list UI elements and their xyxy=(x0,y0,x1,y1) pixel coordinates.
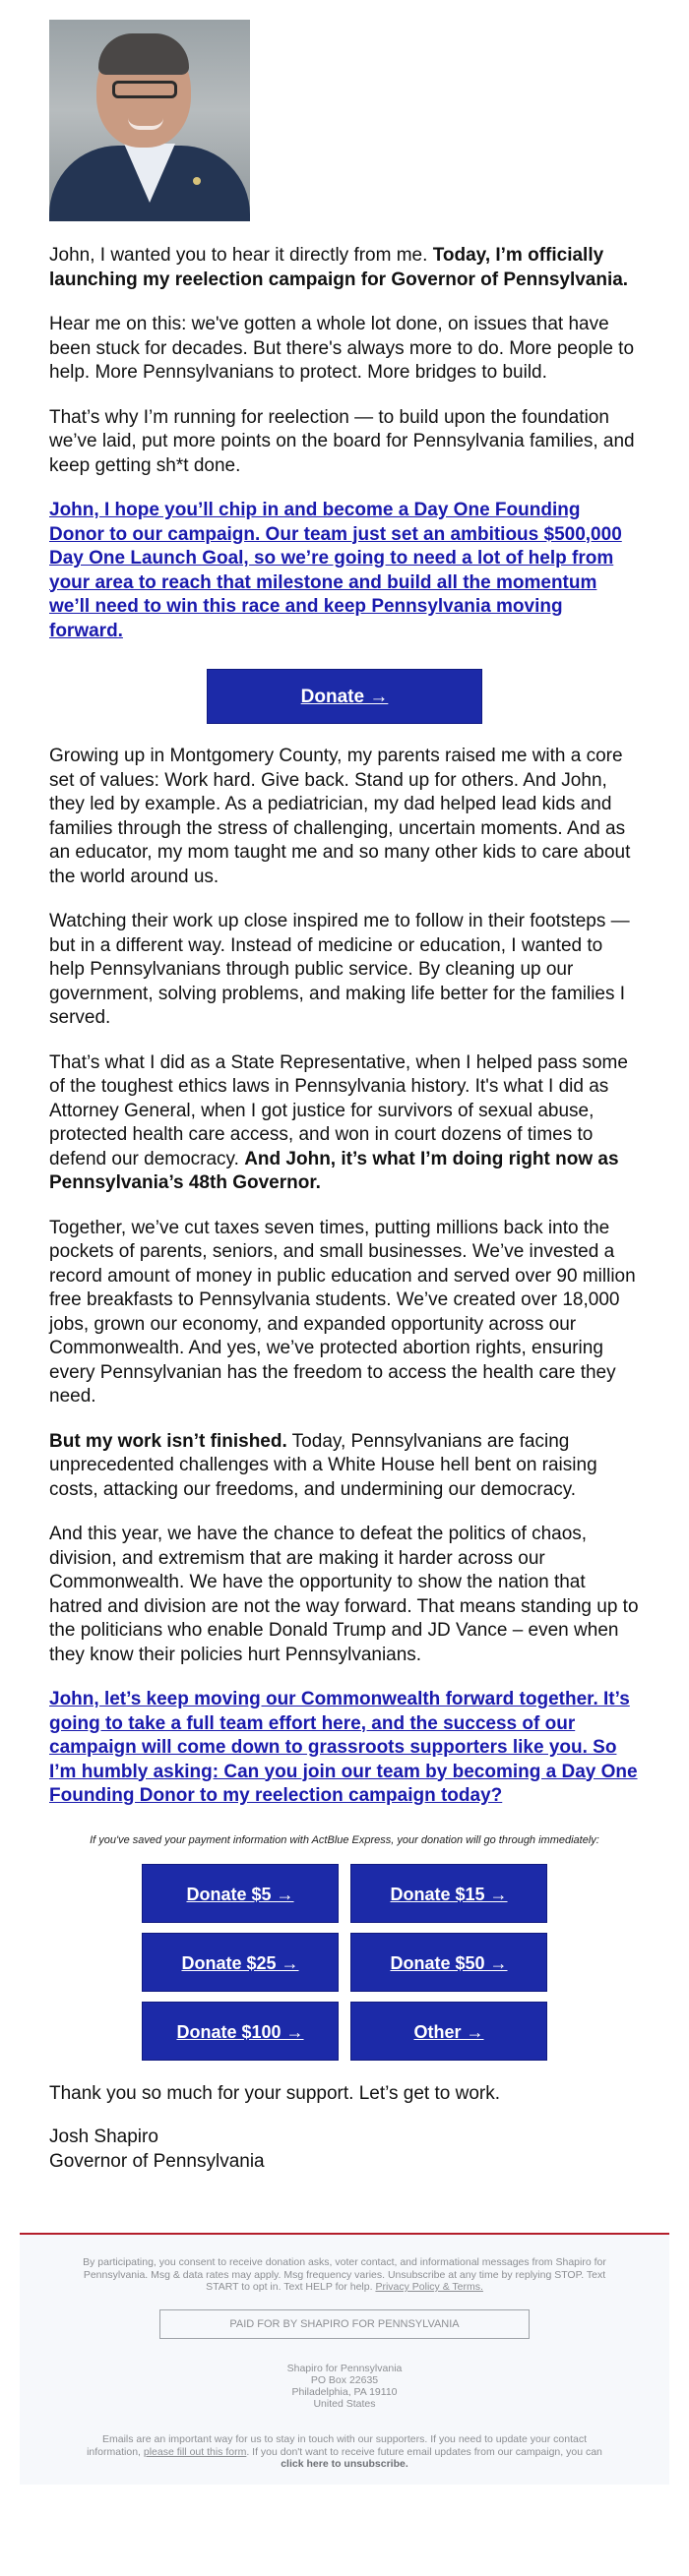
intro-text: John, I wanted you to hear it directly from me. xyxy=(49,245,433,266)
founding-donor-link[interactable]: John, I hope you’ll chip in and become a Day One Founding Donor to our campaign. Our team just set an ambitious $500,000 Day One Launch Goal, so we’re going to need a lot of help from your area to reach that milestone and build all the momentum we’ll need to win this race and keep Pennsylvania moving forward. xyxy=(49,500,622,641)
candidate-photo xyxy=(49,20,250,221)
email-note-text: Emails are an important way for us to stay in touch with our supporters. If you need to update your contact information, xyxy=(87,2433,587,2458)
address-line: Philadelphia, PA 19110 xyxy=(291,2386,398,2398)
together-paragraph: Together, we’ve cut taxes seven times, putting millions back into the pockets of parents, seniors, and small businesses. We’ve invested a record amount of money in public education and served over 90 million free breakfasts to Pennsylvania students. We’ve created over 18,000 jobs, grown our economy, and expanded opportunity across our Commonwealth. And yes, we’ve protected abortion rights, ensuring every Pennsylvanian has the freedom to access the health care they need. xyxy=(49,1217,636,1407)
actblue-note: If you've saved your payment information with ActBlue Express, your donation will go through immediately: xyxy=(90,1833,599,1846)
donate-button[interactable]: Donate → xyxy=(207,669,482,724)
state-rep-text: That’s what I did as a State Representative, when I helped pass some of the toughest ethics laws in Pennsylvania history. It's what I did as Attorney General, when I got justice for survivors of sexual abuse, protected health care access, and won in court dozens of times to defend our democracy. xyxy=(49,1051,628,1169)
this-year-paragraph: And this year, we have the chance to defeat the politics of chaos, division, and extremism that are making it harder across our Commonwealth. We have the opportunity to show the nation that hatred and division are not the way forward. That means standing up to the politicians who enable Donald Trump and JD Vance – even when they know their policies hurt Pennsylvanians. xyxy=(49,1524,639,1665)
donate-15-button[interactable]: Donate $15 → xyxy=(350,1864,547,1923)
work-bold: But my work isn’t finished. xyxy=(49,1430,287,1452)
privacy-policy-link[interactable]: Privacy Policy & Terms. xyxy=(375,2281,483,2293)
founding-donor-link-paragraph xyxy=(49,499,640,643)
donate-grid xyxy=(142,1864,547,2061)
signature-title: Governor of Pennsylvania xyxy=(49,2150,265,2172)
donate-25-button[interactable]: Donate $25 → xyxy=(142,1933,339,1992)
state-rep-bold: And John, it’s what I’m doing right now as Pennsylvania’s 48th Governor. xyxy=(49,1148,619,1193)
donate-100-button[interactable]: Donate $100 → xyxy=(142,2002,339,2061)
work-paragraph xyxy=(49,1430,640,1503)
donate-5-button[interactable]: Donate $5 → xyxy=(142,1864,339,1923)
state-rep-paragraph xyxy=(49,1051,640,1196)
paid-for-box: PAID FOR BY SHAPIRO FOR PENNSYLVANIA xyxy=(159,2309,530,2340)
signature xyxy=(49,2126,640,2174)
donate-50-button[interactable]: Donate $50 → xyxy=(350,1933,547,1992)
address-line: Shapiro for Pennsylvania xyxy=(286,2363,403,2374)
growing-up-paragraph: Growing up in Montgomery County, my parents raised me with a core set of values: Work hard. Give back. Stand up for others. And John, they led by example. As a pediatrician, my dad helped lead kids and families through the stress of challenging, uncertain moments. And as an educator, my mom taught me and so many other kids to care about the world around us. xyxy=(49,746,631,887)
team-effort-link-paragraph xyxy=(49,1688,640,1809)
email-body xyxy=(0,20,689,2174)
photo-lapel-pin xyxy=(193,177,201,185)
team-effort-link[interactable]: John, let’s keep moving our Commonwealth forward together. It’s going to take a full team effort here, and the success of our campaign will come down to grassroots supporters like you. So I’m humbly asking: Can you join our team by becoming a Day One Founding Donor to my reelection campaign today? xyxy=(49,1689,638,1806)
intro-bold: Today, I’m officially launching my reelection campaign for Governor of Pennsylvania. xyxy=(49,245,629,290)
footer-email-note xyxy=(79,2433,610,2471)
update-contact-form-link[interactable]: please fill out this form xyxy=(143,2445,247,2458)
watching-paragraph: Watching their work up close inspired me to follow in their footsteps — but in a different way. Instead of medicine or education, I wanted to help Pennsylvanians through public service. By cleaning up our government, solving problems, and making life better for the families I served. xyxy=(49,911,630,1028)
intro-paragraph xyxy=(49,244,640,292)
signature-name: Josh Shapiro xyxy=(49,2127,158,2147)
footer-address xyxy=(79,2363,610,2410)
address-line: United States xyxy=(313,2398,376,2410)
unsubscribe-link[interactable]: click here to unsubscribe. xyxy=(281,2458,408,2470)
address-line: PO Box 22635 xyxy=(310,2374,379,2386)
thanks-text: Thank you so much for your support. Let’s get to work. xyxy=(49,2082,500,2104)
photo-glasses xyxy=(112,81,177,98)
footer xyxy=(20,2235,669,2485)
email-page xyxy=(0,20,689,2485)
footer-consent xyxy=(79,2256,610,2294)
hear-paragraph: Hear me on this: we've gotten a whole lot done, on issues that have been stuck for decades. But there's always more to do. More people to help. More Pennsylvanians to protect. More bridges to build. xyxy=(49,314,635,383)
why-paragraph: That’s why I’m running for reelection — to build upon the foundation we’ve laid, put more points on the board for Pennsylvania families, and keep getting sh*t done. xyxy=(49,406,635,476)
email-note-text-2: . If you don't want to receive future email updates from our campaign, you can xyxy=(246,2445,602,2458)
work-text: Today, Pennsylvanians are facing unprecedented challenges with a White House hell bent on raising costs, attacking our freedoms, and undermining our democracy. xyxy=(49,1430,597,1500)
main-cta xyxy=(49,669,640,724)
donate-other-button[interactable]: Other → xyxy=(350,2002,547,2061)
consent-text: By participating, you consent to receive donation asks, voter contact, and informational messages from Shapiro for Pennsylvania. Msg & data rates may apply. Msg frequency varies. Unsubscribe at any time by replying STOP. Text START to opt in. Text HELP for help. xyxy=(83,2256,606,2293)
photo-hair xyxy=(98,33,189,75)
